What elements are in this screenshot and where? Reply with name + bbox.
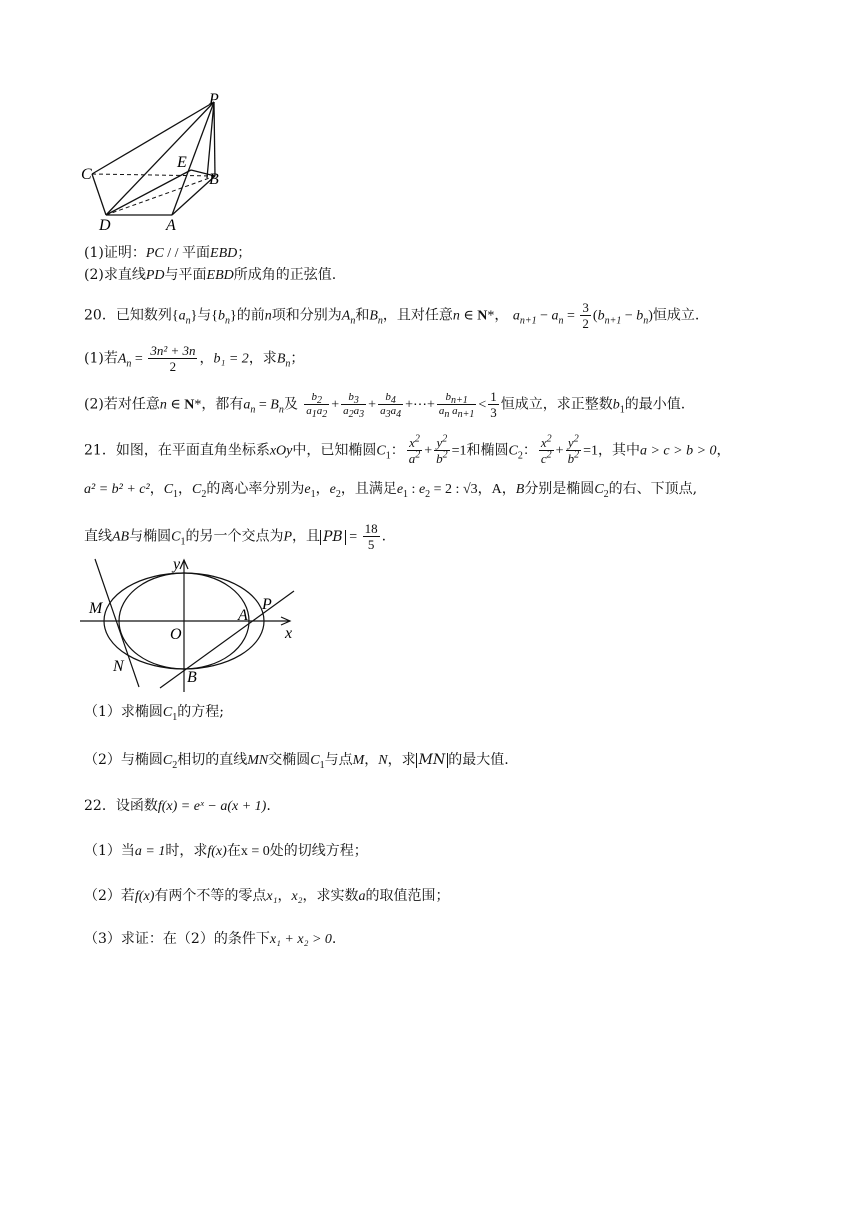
q20-stem: 20．已知数列$\{a_n\}$与$\{b_n\}$的前n项和分别为$A_n$和$B_n$，且对任意n ∈ N*， $a_{n+1} - a_n$ = $\frac{3}{2}$ $(b_{n+1} - b_n)$恒成立. [84, 300, 700, 331]
q21-stem-line3: 直线AB与椭圆$C_1$的另一个交点为P，且 PB = $\frac{18}{5}$ . [84, 521, 387, 552]
q20-p1-mid: ， [199, 350, 214, 367]
q21-text-b: 中，已知椭圆 [292, 442, 377, 459]
q20-text-g: ， [494, 307, 509, 324]
q19-part2-plane: EBD [206, 268, 234, 283]
q21-p2-f: ，求 [387, 752, 416, 768]
q22-p2-var: a [358, 889, 366, 904]
q21-point-p: P [283, 529, 293, 545]
q22-part1 [84, 842, 368, 861]
q22-p3-a: （3）求证：在（2）的条件下 [84, 931, 270, 947]
q21-text-l2e: ， [477, 481, 492, 497]
q22-p1-f: f(x) [207, 844, 227, 859]
q20-seq-b: b [218, 308, 226, 324]
q21-text-l3c: 的另一个交点为 [185, 528, 284, 545]
label-M: M [89, 600, 103, 617]
q22-p2-d: ，求实数 [302, 888, 359, 904]
label-C: C [81, 166, 92, 183]
q20-p2-prefix: (2)若对任意 [84, 396, 160, 413]
q20-p1-tail: ； [290, 350, 305, 367]
q21-point-a: A [491, 482, 502, 497]
q20-seq-a: a [178, 308, 186, 324]
q21-text-l2f: ， [501, 481, 516, 497]
q22-p1-d: 处的切线方程； [269, 843, 368, 859]
q21-p2-g: 的最大值. [448, 752, 509, 768]
q20-p2-and: 及 [283, 396, 298, 413]
label-A: A [166, 217, 176, 230]
label-N: N [113, 658, 124, 675]
q22-stem-text: 设函数 [115, 798, 158, 814]
q21-part1: （1）求椭圆$C_1$的方程; [84, 704, 224, 723]
q20-text-b: 与 [197, 307, 212, 324]
label-O: O [170, 626, 182, 643]
q21-text-l2d: ，且满足 [340, 481, 397, 497]
q20-var-n: n [264, 308, 272, 324]
q21-ineq: a > c > b > 0 [639, 443, 717, 459]
q20-p2-rhs-num: 1 [490, 389, 497, 404]
q21-text-l3d: ，且 [292, 528, 321, 545]
q20-sum-a: A [341, 308, 351, 324]
q21-text-l3a: 直线 [84, 528, 112, 545]
label-P2: P [262, 596, 272, 613]
q21-p2-b: 相切的直线 [177, 752, 248, 768]
q22-stem [84, 797, 271, 816]
q20-coef-fraction [580, 300, 591, 331]
q21-text-d: ，其中 [597, 442, 640, 459]
q21-p1-prefix: （1）求椭圆 [84, 704, 163, 720]
q21-p1-end: 的方程; [177, 704, 224, 720]
q21-p2-c: 交椭圆 [268, 752, 311, 768]
q20-p2-lt: < [478, 397, 487, 413]
ellipse-figure [80, 552, 310, 694]
q20-number: 20． [84, 307, 116, 324]
q20-p1-prefix: (1)若 [84, 350, 118, 367]
q21-text-l2b: ， [149, 481, 164, 497]
q21-stem-line2: a² = b² + c²，$C_1$，$C_2$的离心率分别为$e_1$，$e_2$，且满足$e_1$ : $e_2 = 2$ : √3，A，B分别是椭圆$C_2$的右、下顶点, [84, 481, 698, 500]
q20-p2-end: 恒成立，求正整数 [500, 396, 613, 413]
q22-part3 [84, 930, 336, 949]
q22-p1-b: 时，求 [165, 843, 208, 859]
q19-line-pc: PC [145, 246, 164, 261]
q21-line-ab: AB [112, 529, 130, 545]
q20-p2-dots: +⋯+ [405, 397, 435, 413]
label-B: B [209, 171, 219, 188]
q20-set-n: N [477, 308, 488, 324]
q19-part2-mid: 与平面 [164, 267, 207, 283]
q21-p2-a: （2）与椭圆 [84, 752, 163, 768]
q21-p2-d: 与点 [324, 752, 353, 768]
q21-period: . [381, 528, 387, 545]
q22-p1-x0: x = 0 [240, 844, 270, 859]
q22-function: f(x) = eˣ − a(x + 1) [157, 799, 267, 814]
q21-text-c: 和椭圆 [466, 442, 509, 459]
q21-text-a: 如图，在平面直角坐标系 [115, 442, 270, 459]
q21-part2: （2）与椭圆$C_2$相切的直线MN交椭圆$C_1$与点M，N，求 MN 的最大值. [84, 752, 509, 771]
q20-text-e: 和 [355, 307, 370, 324]
q22-number: 22． [84, 798, 116, 814]
q21-colon: ： [390, 442, 405, 459]
q20-part2: (2)若对任意n ∈ N*，都有$a_n = B_n$及 $\frac{b_2}{a_1a_2}$ + $\frac{b_3}{a_2a_3}$ + $\frac{b_4}{a_3a_4}$ +⋯+ $\frac{b_{n+1}}{a_n a_{n+1}}$ < $\frac{1}{3}$ 恒成立，求正整数$b_1$的最小值. [84, 389, 686, 421]
q20-p1-b1: b₁ = 2 [213, 351, 249, 367]
q22-p2-x2: x₂ [291, 889, 303, 904]
q22-p3-ineq: x₁ + x₂ > 0 [269, 932, 332, 947]
q20-p2-rhs-den: 3 [490, 405, 497, 420]
q21-p2-mn: MN [247, 753, 269, 768]
q20-part1: (1)若$A_n$ = $\frac{\text{3n² + 3n}}{2}$ ，b₁ = 2，求$B_n$； [84, 343, 305, 374]
q21-text-l2h: 的右、下顶点, [608, 481, 698, 497]
q22-p1-c: 在 [226, 843, 241, 859]
q22-p2-a: （2）若 [84, 888, 135, 904]
q21-pb-den: 5 [367, 537, 375, 552]
pyramid-figure [80, 90, 230, 230]
q22-p2-c: ， [277, 888, 292, 904]
q21-stem-line1: 21．如图，在平面直角坐标系xOy中，已知椭圆$C_1$： $\frac{x^2}{a^2}$ + $\frac{y^2}{b^2}$ =1和椭圆$C_2$： $\frac{x^2}{c^2}$ + $\frac{y^2}{b^2}$ =1，其中a > c > b > 0， [84, 433, 731, 466]
label-y: y [173, 556, 181, 573]
q21-pb-num: 18 [364, 521, 378, 536]
q19-part1-prefix: (1)证明： [84, 245, 146, 261]
q20-text-c: 的前 [236, 307, 265, 324]
q19-part1-end: ； [237, 245, 252, 261]
label-x: x [285, 625, 293, 642]
q22-p3-end: . [331, 931, 337, 947]
q22-period: . [266, 798, 271, 814]
q20-p2-tail: 的最小值. [624, 396, 686, 413]
q20-coef-den: 2 [582, 316, 589, 331]
q19-part1 [84, 244, 251, 263]
label-B2: B [187, 669, 197, 686]
q20-p2-an: a [243, 397, 251, 413]
q21-c1: C [376, 443, 386, 459]
q22-p2-b: 有两个不等的零点 [154, 888, 267, 904]
q21-point-b: B [515, 482, 525, 497]
q20-text-a: 已知数列 [115, 307, 172, 324]
q19-part2 [84, 266, 336, 285]
q20-text-h: 恒成立. [652, 307, 700, 324]
q21-p2-e: ， [364, 752, 379, 768]
q20-text-d: 项和分别为 [271, 307, 342, 324]
q22-p2-x1: x₁ [266, 889, 278, 904]
q21-text-l2g: 分别是椭圆 [524, 481, 595, 497]
label-A2: A [238, 607, 248, 624]
label-E: E [177, 154, 187, 171]
q22-p1-cond: a = 1 [134, 844, 166, 859]
q21-p2-m: M [352, 753, 365, 768]
q19-part2-end: 所成角的正弦值. [233, 267, 337, 283]
label-P: P [209, 91, 219, 108]
q21-text-l3b: 与椭圆 [129, 528, 172, 545]
q22-p2-e: 的取值范围； [365, 888, 450, 904]
q19-line-pd: PD [145, 268, 165, 283]
q19-plane-word: 平面 [182, 245, 211, 261]
q21-text-l2c: 的离心率分别为 [206, 481, 305, 497]
q21-coord-system: xOy [269, 443, 293, 459]
q19-plane-ebd: EBD [210, 246, 238, 261]
q21-p2-n: N [378, 753, 388, 768]
q21-abc-relation: a² = b² + c² [84, 482, 150, 497]
q20-text-f: ，且对任意 [382, 307, 453, 324]
q20-p1-den: 2 [169, 359, 177, 374]
q20-p2-mid: ，都有 [201, 396, 244, 413]
q20-p1-end: ，求 [248, 350, 277, 367]
label-D: D [99, 217, 111, 230]
q19-part2-prefix: (2)求直线 [84, 267, 146, 283]
q20-p2-b1: b [612, 397, 620, 413]
q20-p1-num: 3n² + 3n [150, 343, 196, 358]
q22-p1-a: （1）当 [84, 843, 135, 859]
q20-p1-target: B [276, 351, 286, 367]
q21-number: 21． [84, 442, 116, 459]
q19-parallel-symbol: / / [163, 246, 183, 261]
q20-sum-b: B [369, 308, 378, 324]
q22-part2: （2）若f(x)有两个不等的零点x₁，x₂，求实数a的取值范围； [84, 888, 450, 904]
q20-coef-num: 3 [582, 300, 589, 315]
q20-p1-fraction [148, 343, 197, 374]
